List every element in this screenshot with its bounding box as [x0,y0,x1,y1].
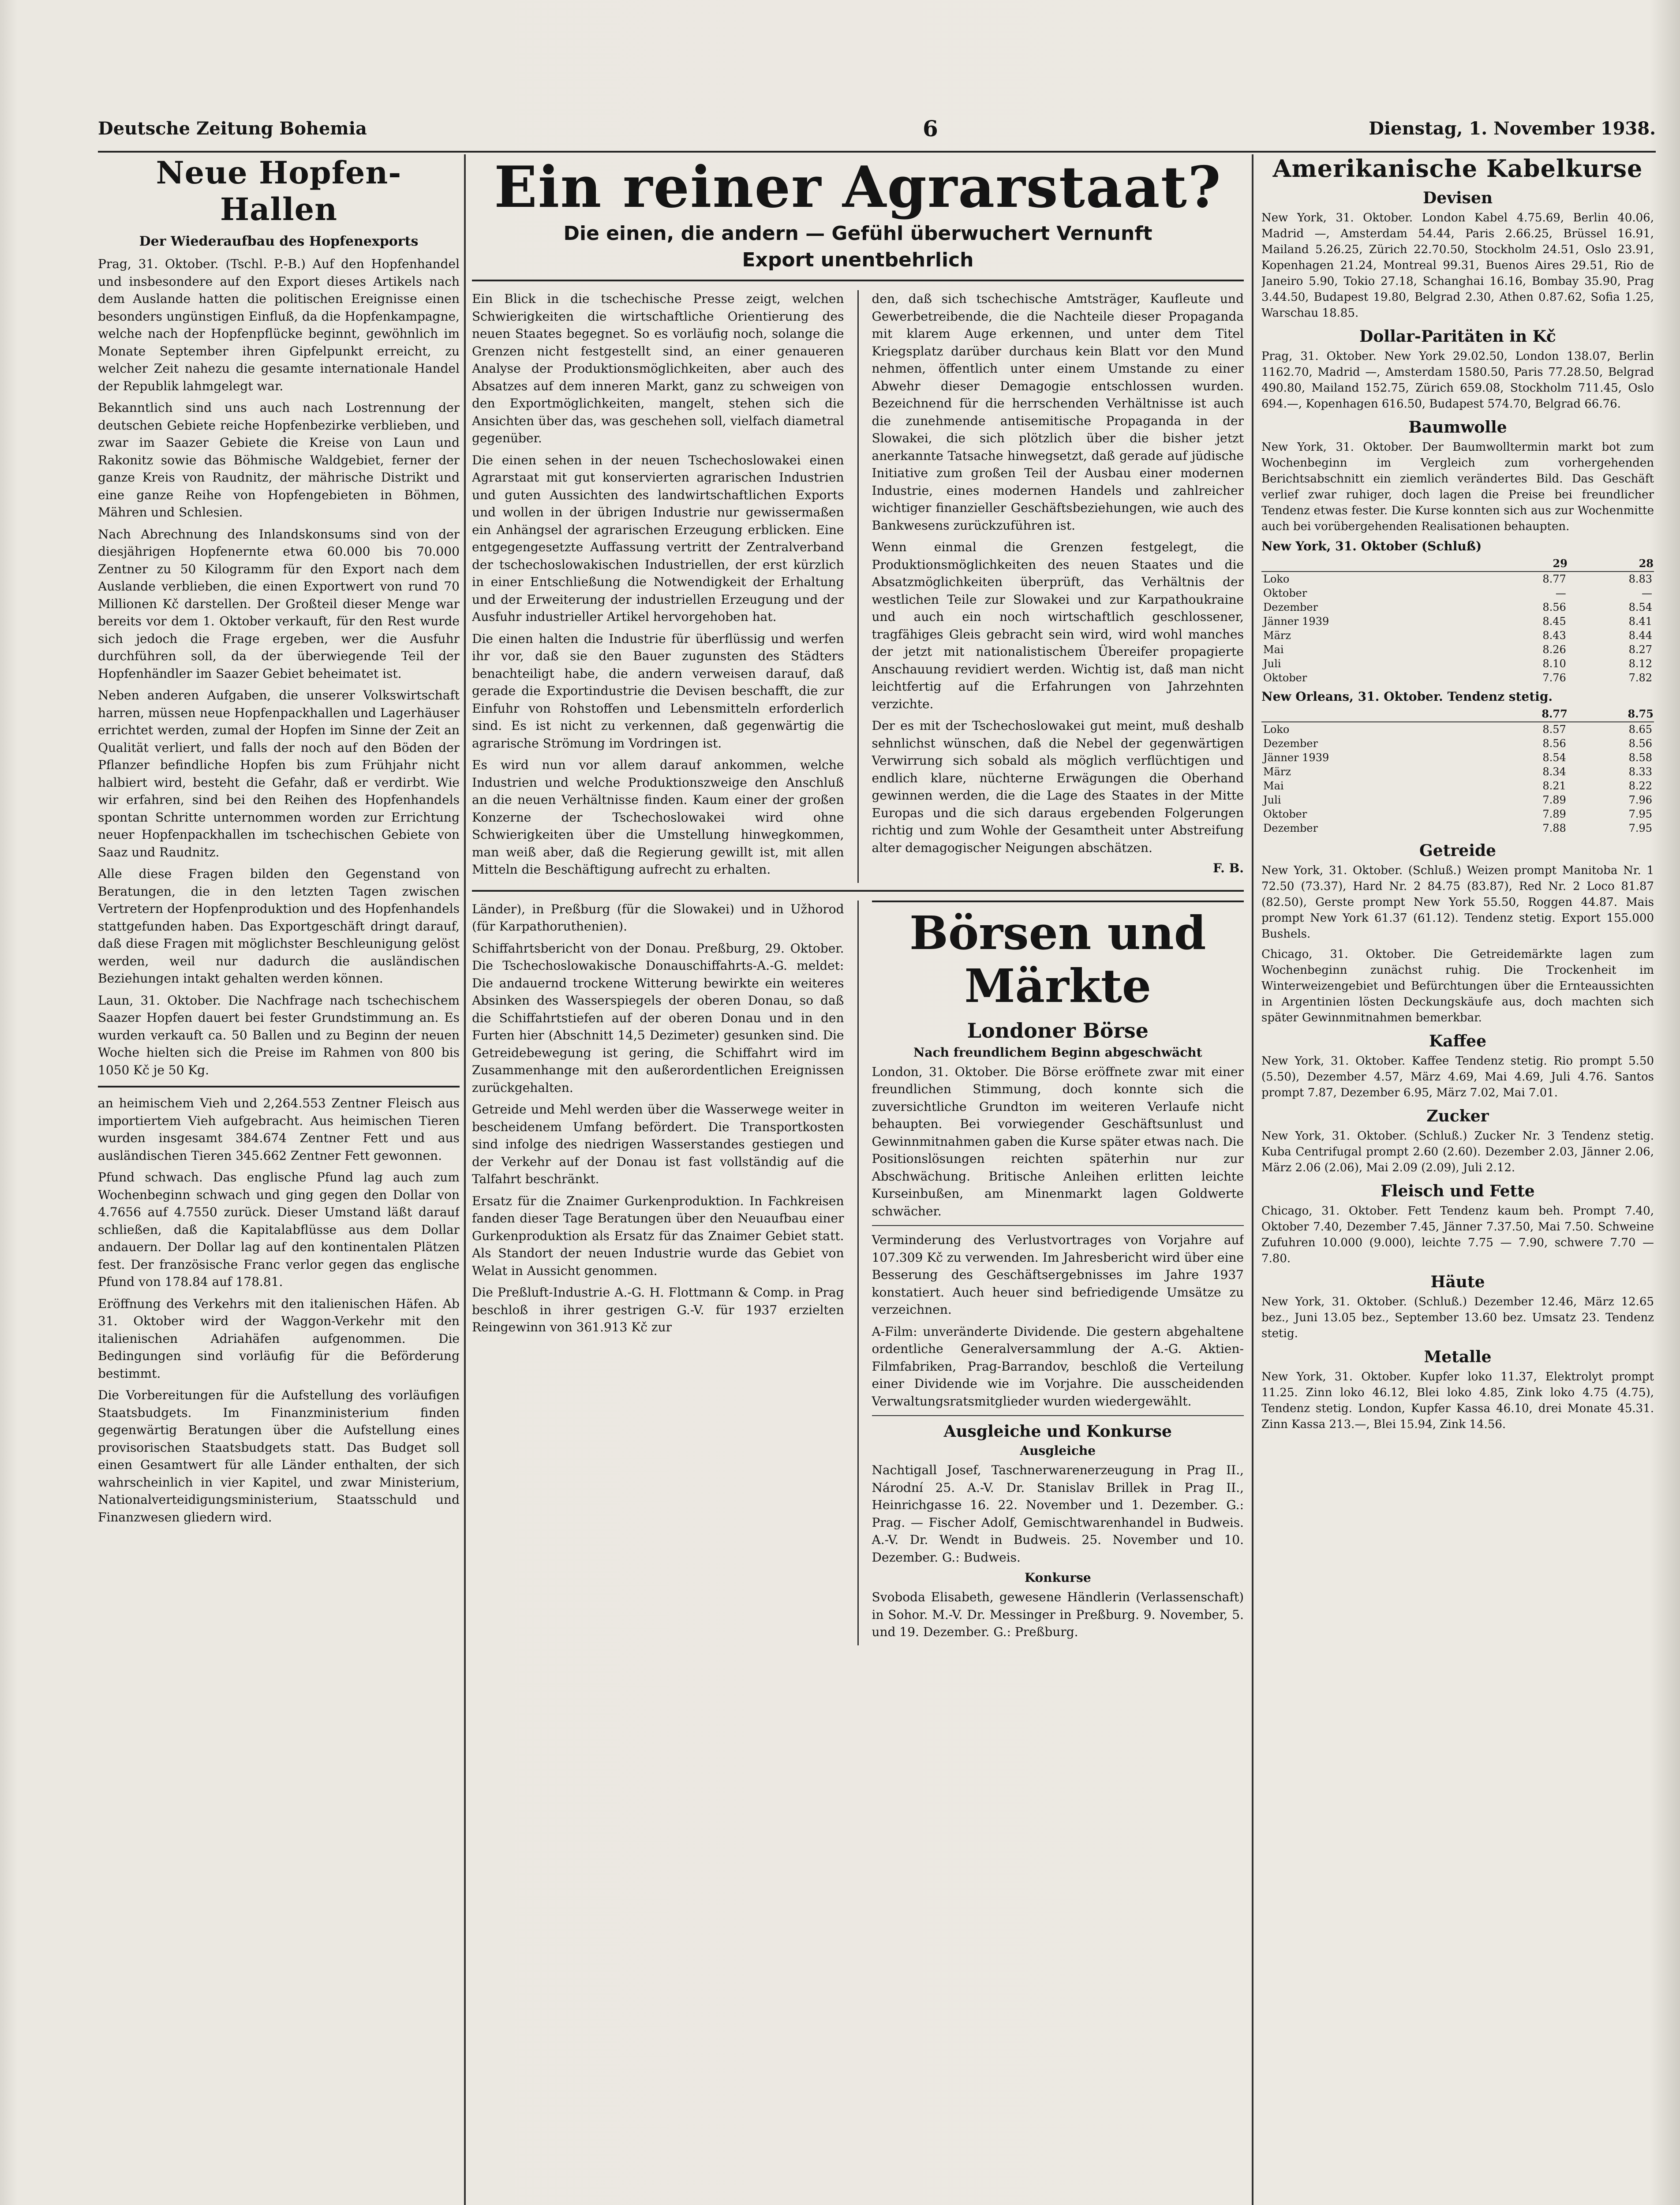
price-cell: 8.83 [1628,573,1652,585]
price-cell: 8.77 [1542,573,1566,585]
table-row [1261,821,1654,835]
article-subtitle-hopfen: Der Wiederaufbau des Hopfenexports [139,234,419,249]
kaffee-heading: Kaffee [1429,1032,1486,1050]
getreide-heading: Getreide [1419,841,1496,860]
table-header: 8.77 [1482,706,1568,722]
table-row [1261,614,1654,628]
price-cell: — [1642,587,1652,599]
column-markets [1261,154,1654,2205]
main-article-body [472,290,1244,883]
paragraph: Die einen sehen in der neuen Tschechoslowakei einen Agrarstaat mit gut konservierten agrarischen Industrien und guten Aussichten des landwirtschaftlichen Exports und wollen in der übrigen Industrie nur gewissermaßen ein Anhängsel der agrarischen Erzeugung erblicken. Eine entgegengesetzte Auffassung vertritt der Zentralverband der tschechoslowakischen Industriellen, der erst kürzlich in einer Entschließung die Notwendigkeit der Erhaltung und der Erweiterung der industriellen Erzeugung und der Ausfuhr industrieller Artikel hervorgehoben hat. [472,452,844,624]
paragraph: Nachtigall Josef, Taschnerwarenerzeugung in Prag II., Národní 25. A.-V. Dr. Stanislav Brillek in Prag II., Heinrichgasse 16. 22. November und 1. Dezember. G.: Prag. — Fischer Adolf, Gemischtwarenhandel in Budweis. A.-V. Dr. Wendt in Budweis. 25. November und 10. Dezember. G.: Budweis. [872,1463,1244,1565]
page-number: 6 [923,116,938,142]
table-header [1261,706,1482,722]
london-heading: Londoner Börse [967,1018,1149,1043]
column-rule [464,154,466,2205]
table-row [1261,751,1654,765]
haeute-heading: Häute [1430,1273,1485,1291]
delivery-month: Juli [1263,794,1281,806]
main-article-left [472,290,844,883]
table-header: 8.75 [1568,706,1654,722]
divider [872,1415,1244,1416]
issue-date: Dienstag, 1. November 1938. [1369,118,1656,139]
paragraph: Ein Blick in die tschechische Presse zeigt, welchen Schwierigkeiten die wirtschaftliche Orientierung des neuen Staates begegnet. So es vorläufig noch, solange die Grenzen nicht festgestellt sind, an einer genaueren Analyse der Produktionsmöglichkeiten, aber auch des Absatzes auf dem inneren Markt, ganz zu schweigen von den Exportmöglichkeiten, mangelt, stehen sich die Ansichten über das, was geschehen soll, vielfach diametral gegenüber. [472,292,844,445]
main-deck-2: Export unentbehrlich [742,249,974,271]
table-row [1261,643,1654,657]
column-hopfen [98,154,460,2205]
price-cell: 8.57 [1542,723,1566,736]
cotton-table-new-orleans [1261,706,1654,835]
price-cell: 8.44 [1628,629,1652,642]
cotton-table-new-york [1261,556,1654,685]
ausgleiche-subheading: Ausgleiche [1020,1443,1096,1458]
price-cell: 8.12 [1628,658,1652,670]
table-header [1261,556,1482,572]
price-cell: 8.22 [1628,780,1652,792]
main-article-right [872,290,1244,883]
delivery-month: März [1263,629,1291,642]
price-cell: 8.27 [1628,643,1652,656]
dollar-paritaeten-heading: Dollar-Paritäten in Kč [1359,327,1556,346]
price-cell: 8.43 [1542,629,1566,642]
price-cell: 8.45 [1542,615,1566,628]
table-row [1261,793,1654,807]
zucker-heading: Zucker [1426,1107,1489,1125]
table-row [1261,807,1654,821]
delivery-month: Dezember [1263,822,1318,834]
main-article-header [472,154,1244,281]
delivery-month: Mai [1263,780,1284,792]
table-row [1261,628,1654,643]
delivery-month: Oktober [1263,808,1307,820]
paragraph: Der es mit der Tschechoslowakei gut meint, muß deshalb sehnlichst wünschen, daß die Nebel der gegenwärtigen Verwirrung sich sobald als möglich verflüchtigen und endlich klare, nüchterne Erwägungen die Oberhand gewinnen werden, die die Lage des Staates in der Mitte Europas und die sich daraus ergebenden Folgerungen richtig und zum Wohle der Gesamtheit unter Abstreifung alter demagogischer Neigungen abschätzen. [872,718,1244,855]
column-rule [1252,154,1253,2205]
paragraph: Es wird nun vor allem darauf ankommen, welche Industrien und welche Produktionszweige den Anschluß an die neuen Verhältnisse finden. Kaum einer der großen Konzerne der Tschechoslowakei wird ohne Schwierigkeiten über die Umstellung hinwegkommen, man weiß aber, daß die Regierung gewillt ist, mit allen Mitteln die Beschäftigung aufrecht zu erhalten. [472,758,844,877]
konkurse-subheading: Konkurse [1024,1570,1091,1585]
paragraph: Ersatz für die Znaimer Gurkenproduktion. In Fachkreisen fanden dieser Tage Beratungen über den Neuaufbau einer Gurkenproduktion als Ersatz für das Znaimer Gebiet statt. Als Standort der neuen Industrie wurde das Gebiet von Welat in Aussicht genommen. [472,1193,844,1278]
paragraph: Nach Abrechnung des Inlandskonsums sind von der diesjährigen Hopfenernte etwa 60.000 bis 70.000 Zentner zu 50 Kilogramm für den Export nach dem Auslande verblieben, die einen Exportwert von rund 70 Millionen Kč darstellen. Der Großteil dieser Menge war bereits vor dem 1. Oktober verkauft, für den Rest wurde sich jedoch die Frage ergeben, wer die Ausfuhr durchführen soll, da der überwiegende Teil der Hopfenhändler im Saazer Gebiet beheimatet ist. [98,527,460,681]
paragraph: Chicago, 31. Oktober. Fett Tendenz kaum beh. Prompt 7.40, Oktober 7.40, Dezember 7.45, Jänner 7.37.50, Mai 7.50. Schweine Zufuhren 10.000 (9.000), leichte 7.75 — 7.90, schwere 7.70 — 7.80. [1261,1204,1654,1265]
paragraph: Prag, 31. Oktober. New York 29.02.50, London 138.07, Berlin 1162.70, Madrid —, Amsterdam 1580.50, Paris 77.28.50, Belgrad 490.80, Mailand 152.75, Zürich 659.08, Stockholm 711.45, Oslo 694.—, Kopenhagen 616.50, Budapest 574.70, Belgrad 66.76. [1261,350,1654,411]
paragraph: A-Film: unveränderte Dividende. Die gestern abgehaltene ordentliche Generalversammlung der A.-G. Aktien-Filmfabriken, Prag-Barrandov, beschloß die Verteilung einer Dividende wie im Vorjahre. Die ausscheidenden Verwaltungsratsmitglieder wurden wiedergewählt. [872,1324,1244,1409]
paragraph: Länder), in Preßburg (für die Slowakei) und in Užhorod (für Karpathoruthenien). [472,901,844,934]
london-subheading: Nach freundlichem Beginn abgeschwächt [913,1045,1202,1060]
paragraph: Laun, 31. Oktober. Die Nachfrage nach tschechischem Saazer Hopfen dauert bei fester Grundstimmung an. Es wurden verkauft ca. 50 Ballen und zu Beginn der neuen Woche hielten sich die Preise im Rahmen von 800 bis 1050 Kč je 50 Kg. [98,993,460,1077]
price-cell: 7.82 [1628,672,1652,684]
price-cell: 8.54 [1628,601,1652,613]
paragraph: Pfund schwach. Das englische Pfund lag auch zum Wochenbeginn schwach und ging gegen den Dollar von 4.7656 auf 4.7550 zurück. Dieser Umstand läßt darauf schließen, daß die Kapitalabflüsse aus dem Dollar andauern. Der Dollar lag auf den kontinentalen Plätzen fest. Der französische Franc verlor gegen das englische Pfund von 178.84 auf 178.81. [98,1170,460,1289]
main-headline: Ein reiner Agrarstaat? [494,154,1222,220]
table-row [1261,600,1654,614]
price-cell: 8.58 [1628,751,1652,764]
table-header: 28 [1568,556,1654,572]
paragraph: den, daß sich tschechische Amtsträger, Kaufleute und Gewerbetreibende, die die Nachteile dieser Propaganda mit klarem Auge erkennen, und unter dem Titel Kriegsplatz darüber durchaus kein Blatt vor den Mund nehmen, öffentlich unter einem Umstande zu einer Abwehr dieser Demagogie entschlossen wurden. Bezeichnend für die herrschenden Verhältnisse ist auch die zunehmende antisemitische Propaganda in der Slowakei, die sich plötzlich über die bisher jetzt anerkannte Tatsache hinwegsetzt, daß gerade auf jüdische Initiative zum großen Teil der Ausbau einer modernen Industrie, eines modernen Handels und zahlreicher wichtiger finanzieller Geschäftsbeziehungen, wie auch des Bankwesens zurückzuführen ist. [872,292,1244,533]
paragraph: Neben anderen Aufgaben, die unserer Volkswirtschaft harren, müssen neue Hopfenpackhallen und Lagerhäuser errichtet werden, zumal der Hopfen im Sinne der Zeit an Qualität verliert, und falls der noch auf den Böden der Pflanzer befindliche Hopfen bis zum Frühjahr nicht halbiert wird, besteht die Gefahr, daß er verdirbt. Wie wir erfahren, sind bei den Reihen des Hopfenhandels spontan Schritte unternommen worden zur Errichtung neuer Hopfenpackhallen im tschechischen Gebiete von Saaz und Raudnitz. [98,688,460,860]
column-main [472,154,1244,2205]
delivery-month: Jänner 1939 [1263,751,1329,764]
price-cell: 8.21 [1542,780,1566,792]
lower-left-column [472,901,844,1645]
price-cell: 7.95 [1628,808,1652,820]
table-row [1261,572,1654,586]
delivery-month: Loko [1263,573,1290,585]
price-cell: 8.26 [1542,643,1566,656]
paragraph: an heimischem Vieh und 2,264.553 Zentner Fleisch aus importiertem Vieh aufgebracht. Aus heimischen Tieren wurden insgesamt 384.674 Zentner Fett und aus ausländischen Tieren 345.662 Zentner Fett gewonnen. [98,1096,460,1163]
price-cell: 7.76 [1542,672,1566,684]
delivery-month: Oktober [1263,672,1307,684]
paragraph: Bekanntlich sind uns auch nach Lostrennung der deutschen Gebiete reiche Hopfenbezirke verblieben, und zwar im Saazer Gebiete die Kreise von Laun und Rakonitz sowie das Böhmische Waldgebiet, ferner der ganze Kreis von Raudnitz, der mährische Distrikt und eine ganze Reihe von Hopfengebieten in Böhmen, Mähren und Schlesien. [98,400,460,519]
lower-section [472,901,1244,1645]
delivery-month: März [1263,766,1291,778]
new-york-table-title: New York, 31. Oktober (Schluß) [1261,539,1482,553]
price-cell: 7.95 [1628,822,1652,834]
paragraph: New York, 31. Oktober. Kupfer loko 11.37, Elektrolyt prompt 11.25. Zinn loko 46.12, Blei loko 4.85, Zink loko 4.75 (4.75), Tendenz stetig. London, Kupfer Kassa 46.10, drei Monate 45.31. Zinn Kassa 213.—, Blei 15.94, Zink 14.56. [1261,1370,1654,1431]
table-row [1261,671,1654,685]
price-cell: 7.89 [1542,808,1566,820]
delivery-month: Dezember [1263,737,1318,750]
price-cell: — [1555,587,1566,599]
delivery-month: Juli [1263,658,1281,670]
paragraph: Prag, 31. Oktober. (Tschl. P.-B.) Auf den Hopfenhandel und insbesondere auf den Export dieses Artikels nach dem Auslande hatten die politischen Ereignisse einen besonders ungünstigen Einfluß, da die Hopfenkampagne, welche nach der Hopfenpflücke beginnt, gewöhnlich im Monate September ihren Gipfelpunkt erreicht, zu welcher Zeit nahezu die gesamte internationale Handel der Republik lahmgelegt war. [98,257,460,393]
new-orleans-table-title: New Orleans, 31. Oktober. Tendenz stetig. [1261,689,1553,704]
paragraph: Verminderung des Verlustvortrages von Vorjahre auf 107.309 Kč zu verwenden. Im Jahresbericht wird über eine Besserung des Geschäftsergebnisses im Jahre 1937 konstatiert. Auch heuer sind befriedigende Umsätze zu verzeichnen. [872,1233,1244,1317]
author-signature: F. B. [1213,861,1244,875]
paragraph: Chicago, 31. Oktober. Die Getreidemärkte lagen zum Wochenbeginn zunächst ruhig. Die Trockenheit im Winterweizengebiet und Befürchtungen über die Ernteaussichten in Argentinien lösten Deckungskäufe aus, doch machten sich später Gewinnmitnahmen bemerkbar. [1261,948,1654,1024]
column-rule [857,901,859,1645]
baumwolle-heading: Baumwolle [1408,418,1507,437]
price-cell: 7.89 [1542,794,1566,806]
paragraph: New York, 31. Oktober. (Schluß.) Weizen prompt Manitoba Nr. 1 72.50 (73.37), Hard Nr. 2 84.75 (83.87), Red Nr. 2 Loco 81.87 (82.50), Gerste prompt New York 55.50, Roggen 44.87. Mais prompt New York 61.37 (61.12). Tendenz stetig. Export 155.000 Bushels. [1261,864,1654,941]
main-deck-1: Die einen, die andern — Gefühl überwuchert Vernunft [563,222,1152,245]
table-header: 29 [1482,556,1568,572]
delivery-month: Oktober [1263,587,1307,599]
column-rule [857,290,859,883]
lower-right-column [872,901,1244,1645]
paragraph: Die Vorbereitungen für die Aufstellung des vorläufigen Staatsbudgets. Im Finanzministerium finden gegenwärtig Beratungen über die Aufstellung eines provisorischen Staatsbudgets statt. Das Budget soll einen Gesamtwert für alle Länder enthalten, der sich wahrscheinlich in vier Kapitel, und zwar Ministerium, Nationalverteidigungsministerium, Staatsschuld und Finanzwesen gliedern wird. [98,1388,460,1525]
divider [98,1086,460,1088]
markets-heading: Börsen und Märkte [872,901,1244,1013]
fleisch-heading: Fleisch und Fette [1381,1182,1535,1200]
paragraph: New York, 31. Oktober. (Schluß.) Zucker Nr. 3 Tendenz stetig. Kuba Centrifugal prompt 2.60 (2.60). Dezember 2.03, Jänner 2.06, März 2.06 (2.06), Mai 2.09 (2.09), Juli 2.12. [1261,1129,1654,1174]
table-row [1261,722,1654,736]
paragraph: Eröffnung des Verkehrs mit den italienischen Häfen. Ab 31. Oktober wird der Waggon-Verkehr mit den italienischen Adriahäfen aufgenommen. Die Bedingungen sind vorläufig für die Beförderung bestimmt. [98,1296,460,1381]
paragraph: Svoboda Elisabeth, gewesene Händlerin (Verlassenschaft) in Sohor. M.-V. Dr. Messinger in Preßburg. 9. November, 5. und 19. Dezember. G.: Preßburg. [872,1590,1244,1639]
price-cell: 8.56 [1542,737,1566,750]
metalle-heading: Metalle [1424,1348,1492,1366]
table-row [1261,586,1654,600]
article-title-hopfen: Neue Hopfen-Hallen [156,154,402,228]
paragraph: Alle diese Fragen bilden den Gegenstand von Beratungen, die in den letzten Tagen zwischen Vertretern der Hopfenproduktion und des Hopfenhandels stattgefunden haben. Das Exportgeschäft dringt darauf, daß diese Fragen mit möglichster Beschleunigung gelöst werden, weil nur dadurch die ausländischen Beziehungen intakt gehalten werden können. [98,867,460,986]
paragraph: New York, 31. Oktober. London Kabel 4.75.69, Berlin 40.06, Madrid —, Amsterdam 54.44, Paris 2.66.25, Brüssel 16.91, Mailand 5.26.25, Zürich 22.70.50, Stockholm 24.51, Oslo 23.91, Kopenhagen 21.24, Montreal 99.31, Buenos Aires 29.51, Rio de Janeiro 5.90, Tokio 27.18, Schanghai 16.16, Bombay 35.90, Prag 3.44.50, Budapest 19.80, Belgrad 2.30, Athen 0.87.62, Sofia 1.25, Warschau 18.85. [1261,211,1654,320]
table-row [1261,765,1654,779]
newspaper-name: Deutsche Zeitung Bohemia [98,118,367,139]
divider [472,890,1244,892]
kabelkurse-title: Amerikanische Kabelkurse [1272,154,1643,183]
paragraph: New York, 31. Oktober. Kaffee Tendenz stetig. Rio prompt 5.50 (5.50), Dezember 4.57, März 4.69, Mai 4.69, Juli 4.76. Santos prompt 7.87, Dezember 6.95, März 7.02, Mai 7.01. [1261,1054,1654,1099]
price-cell: 7.96 [1628,794,1652,806]
price-cell: 8.41 [1628,615,1652,628]
table-row [1261,779,1654,793]
price-cell: 7.88 [1542,822,1566,834]
paragraph: London, 31. Oktober. Die Börse eröffnete zwar mit einer freundlichen Stimmung, doch konnte sich die zuversichtliche Grundton im weiteren Verlaufe nicht behaupten. Bei vorwiegender Geschäftsunlust und Gewinnmitnahmen gaben die Kurse später etwas nach. Die Positionslösungen reichten späterhin nur zur Abschwächung. Britische Anleihen erlitten leichte Kurseinbußen, am Minenmarkt lagen Goldwerte schwächer. [872,1064,1244,1218]
paragraph: Schiffahrtsbericht von der Donau. Preßburg, 29. Oktober. Die Tschechoslowakische Donauschiffahrts-A.-G. meldet: Die andauernd trockene Witterung bewirkte ein weiteres Absinken des Wasserspiegels der oberen Donau, so daß die Schiffahrtstiefen auf der oberen Donau und in den Furten hier (Abschnitt 14,5 Dezimeter) gesunken sind. Die Getreidebewegung ist gering, die Schiffahrt wird im Zusammenhange mit den außerordentlichen Ereignissen zurückgehalten. [472,941,844,1095]
table-row [1261,657,1654,671]
price-cell: 8.33 [1628,766,1652,778]
paragraph: Die Preßluft-Industrie A.-G. H. Flottmann & Comp. in Prag beschloß in ihrer gestrigen G.-V. für 1937 erzielten Reingewinn von 361.913 Kč zur [472,1285,844,1334]
running-head [98,116,1656,153]
paragraph: Wenn einmal die Grenzen festgelegt, die Produktionsmöglichkeiten des neuen Staates und die Absatzmöglichkeiten überprüft, das Verhältnis der westlichen Teile zur Slowakei und zur Karpathoukraine und auch ein noch wirtschaftlich geschlossener, tragfähiges Gleis gebracht sein wird, wird wohl manches der jetzt mit nationalistischem Übereifer propagierte Anschauung revidiert werden. Wichtig ist, daß man nicht leichtfertig auf die Erfahrungen von Jahrzehnten verzichte. [872,540,1244,711]
price-cell: 8.65 [1628,723,1652,736]
delivery-month: Mai [1263,643,1284,656]
paragraph: Getreide und Mehl werden über die Wasserwege weiter in bescheidenem Umfang befördert. Die Transportkosten sind infolge des niedrigen Wasserstandes gestiegen und der Verkehr auf der Donau ist fast vollständig auf die Talfahrt beschränkt. [472,1102,844,1186]
price-cell: 8.54 [1542,751,1566,764]
price-cell: 8.10 [1542,658,1566,670]
delivery-month: Jänner 1939 [1263,615,1329,628]
paragraph: New York, 31. Oktober. (Schluß.) Dezember 12.46, März 12.65 bez., Juni 13.05 bez., September 13.60 bez. Umsatz 23. Tendenz stetig. [1261,1295,1654,1340]
divider [872,1225,1244,1226]
ausgleiche-heading: Ausgleiche und Konkurse [943,1422,1172,1441]
table-row [1261,736,1654,751]
paragraph: Die einen halten die Industrie für überflüssig und werfen ihr vor, daß sie den Bauer zugunsten des Städters benachteiligt habe, die andern verweisen darauf, daß gerade die Exportindustrie die Devisen beschafft, die zur Einfuhr von Rohstoffen und Lebensmitteln erforderlich sind. Es ist nicht zu verkennen, daß gegenwärtig die agrarische Strömung im Vordringen ist. [472,631,844,751]
price-cell: 8.56 [1542,601,1566,613]
delivery-month: Loko [1263,723,1290,736]
paragraph: New York, 31. Oktober. Der Baumwolltermin markt bot zum Wochenbeginn im Vergleich zum vorhergehenden Berichtsabschnitt ein ziemlich verändertes Bild. Das Geschäft verlief zwar ruhiger, doch lagen die Preise bei freundlicher Tendenz etwas fester. Die Kurse konnten sich aus zur Wochenmitte auch bei vorübergehenden Realisationen behaupten. [1261,441,1654,533]
delivery-month: Dezember [1263,601,1318,613]
price-cell: 8.56 [1628,737,1652,750]
price-cell: 8.34 [1542,766,1566,778]
devisen-heading: Devisen [1422,189,1493,207]
